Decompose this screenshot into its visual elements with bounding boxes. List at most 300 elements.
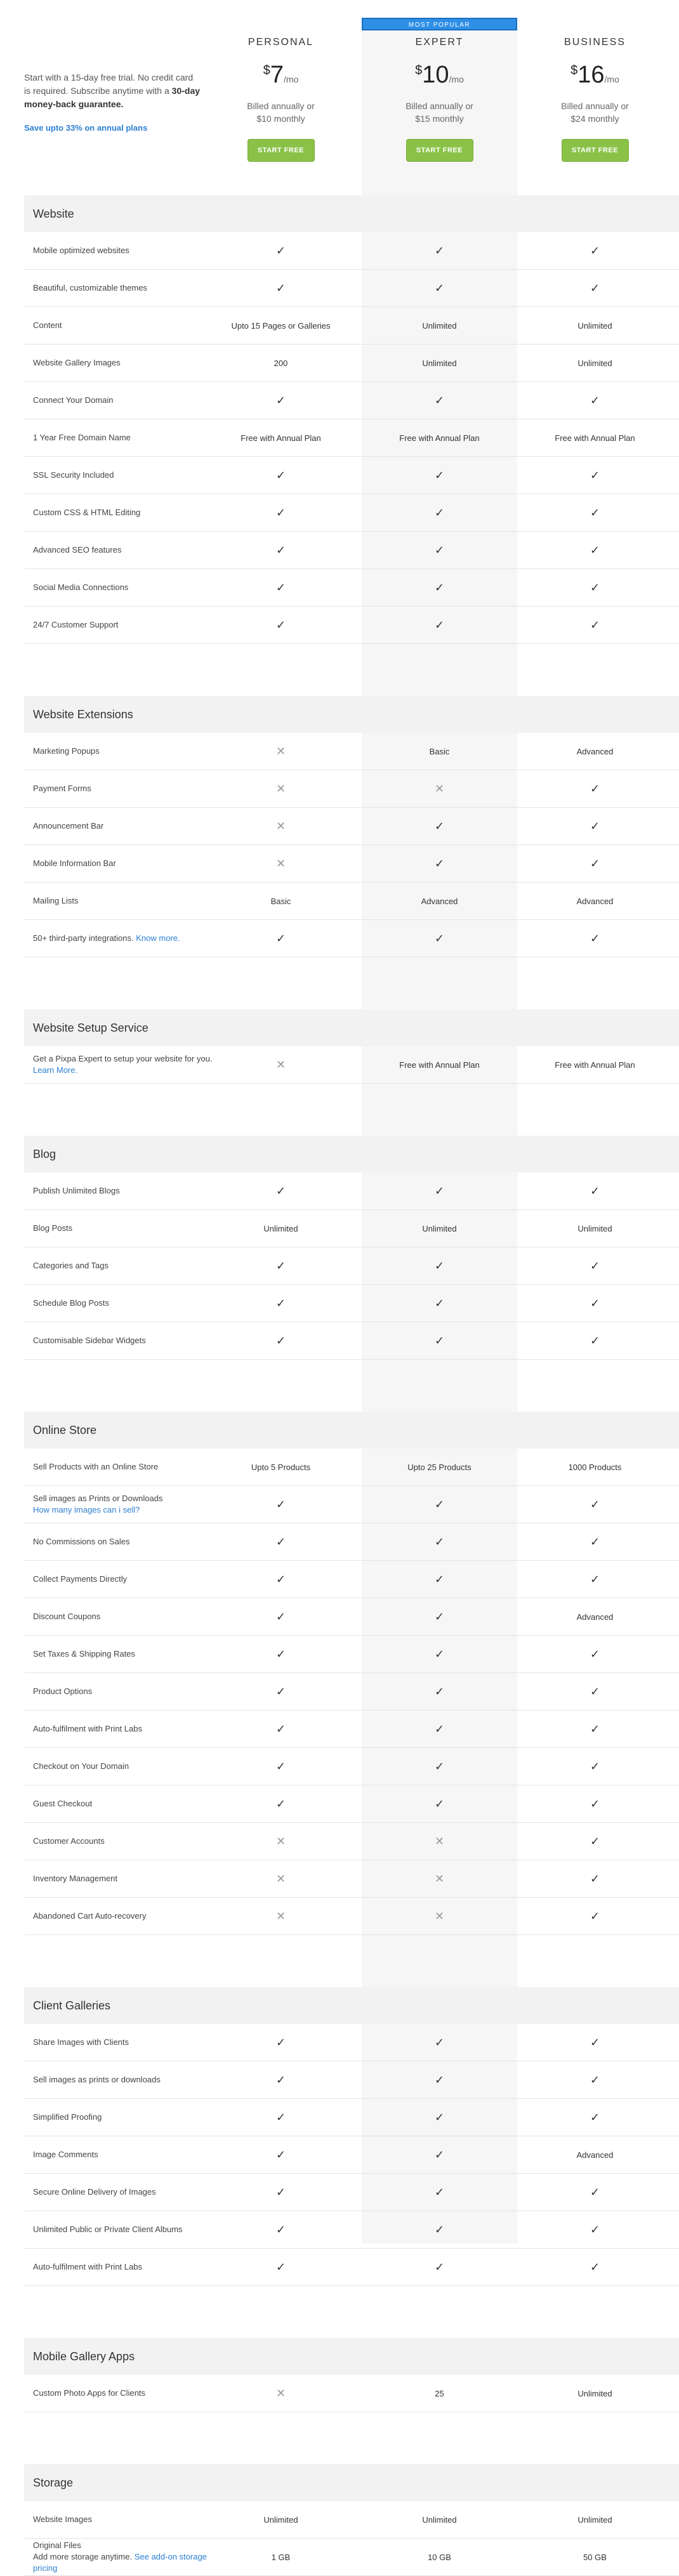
table-row	[24, 1711, 679, 1748]
check-icon: ✓	[275, 393, 286, 407]
feature-label	[33, 1486, 223, 1523]
check-icon: ✓	[275, 618, 286, 631]
plan-cell-expert	[362, 270, 517, 306]
check-icon: ✓	[590, 1759, 600, 1773]
section-spacer	[24, 1935, 679, 1987]
plan-cell-personal: Upto 5 Products	[251, 1462, 311, 1472]
plan-cell-expert	[362, 232, 517, 269]
check-icon: ✓	[434, 244, 445, 257]
money-back-guarantee: 30-day money-back guarantee.	[24, 86, 201, 109]
plan-cell-personal	[203, 808, 359, 844]
table-row	[24, 232, 679, 270]
plan-cell-personal	[203, 2375, 359, 2412]
plan-cell-personal	[203, 2174, 359, 2211]
plan-cell-expert	[362, 494, 517, 531]
feature-text: Schedule Blog Posts	[33, 1298, 109, 1308]
plan-cell-personal	[203, 1322, 359, 1359]
plan-cell-expert	[362, 1823, 517, 1860]
plan-cell-business	[517, 2211, 673, 2248]
check-icon: ✓	[434, 819, 445, 832]
plan-cell-personal	[203, 1898, 359, 1935]
plan-billing	[362, 100, 517, 125]
feature-text: Image Comments	[33, 2150, 98, 2159]
check-icon: ✓	[590, 244, 600, 257]
check-icon: ✓	[275, 1296, 286, 1310]
feature-label	[33, 457, 223, 494]
feature-label	[33, 1523, 223, 1560]
table-row	[24, 1486, 679, 1523]
plan-cell-business	[517, 2061, 673, 2098]
plan-cell-personal	[203, 2024, 359, 2061]
plan-cell-personal	[203, 1711, 359, 1747]
feature-text: Customer Accounts	[33, 1836, 105, 1846]
feature-label	[33, 2174, 223, 2211]
plan-cell-personal	[203, 1636, 359, 1672]
table-row	[24, 2249, 679, 2286]
check-icon: ✓	[590, 1184, 600, 1197]
feature-text: No Commissions on Sales	[33, 1537, 130, 1546]
table-row	[24, 419, 679, 457]
plan-cell-personal	[203, 1046, 359, 1083]
table-row	[24, 2174, 679, 2211]
feature-text: 1 Year Free Domain Name	[33, 433, 131, 442]
check-icon: ✓	[590, 1797, 600, 1810]
feature-text: Collect Payments Directly	[33, 1574, 128, 1584]
plan-cell-expert	[362, 920, 517, 957]
plan-cell-business	[517, 1711, 673, 1747]
plan-cell-business	[517, 1898, 673, 1935]
cross-icon: ✕	[275, 1834, 286, 1848]
plan-cell-expert	[362, 1860, 517, 1897]
most-popular-badge: MOST POPULAR	[362, 18, 517, 30]
plan-cell-business	[517, 1673, 673, 1710]
feature-text: Sell images as Prints or Downloads How many images can i sell?	[33, 1494, 163, 1515]
table-row	[24, 883, 679, 920]
check-icon: ✓	[275, 543, 286, 556]
cross-icon: ✕	[434, 1834, 445, 1848]
start-free-button-expert[interactable]: START FREE	[406, 139, 473, 162]
billing-annual: Billed annually or	[405, 101, 473, 111]
feature-text: Blog Posts	[33, 1223, 73, 1233]
plan-cell-personal	[203, 920, 359, 957]
plan-cell-business	[517, 494, 673, 531]
feature-label	[33, 2211, 223, 2248]
feature-label	[33, 607, 223, 643]
plan-cell-business: Free with Annual Plan	[555, 433, 635, 443]
feature-text: 24/7 Customer Support	[33, 620, 119, 629]
feature-text: Simplified Proofing	[33, 2112, 102, 2122]
check-icon: ✓	[434, 393, 445, 407]
section-header-website-setup-service: Website Setup Service	[24, 1009, 679, 1046]
price-currency: $	[570, 63, 578, 77]
plan-cell-personal	[203, 770, 359, 807]
table-row	[24, 2211, 679, 2249]
check-icon: ✓	[590, 1296, 600, 1310]
feature-text: Mobile Information Bar	[33, 858, 116, 868]
plan-cell-business	[517, 2174, 673, 2211]
check-icon: ✓	[434, 1759, 445, 1773]
table-row	[24, 532, 679, 569]
plan-cell-business	[517, 2249, 673, 2285]
plan-cell-expert	[362, 845, 517, 882]
plan-cell-personal	[203, 532, 359, 568]
price-amount: 7	[270, 62, 284, 88]
feature-text: Publish Unlimited Blogs	[33, 1186, 120, 1195]
plan-cell-personal	[203, 1785, 359, 1822]
section-spacer	[24, 1084, 679, 1136]
section-spacer	[24, 1360, 679, 1412]
feature-link[interactable]: See add-on storage pricing	[33, 2552, 207, 2573]
table-row	[24, 1860, 679, 1898]
table-row	[24, 1823, 679, 1860]
price-period: /mo	[283, 74, 299, 84]
plan-cell-expert	[362, 2249, 517, 2285]
check-icon: ✓	[275, 2073, 286, 2086]
feature-label	[33, 419, 223, 456]
feature-label	[33, 1561, 223, 1598]
section-header-mobile-gallery-apps: Mobile Gallery Apps	[24, 2338, 679, 2375]
start-free-button-business[interactable]: START FREE	[562, 139, 629, 162]
plan-cell-expert: Free with Annual Plan	[399, 1060, 480, 1070]
feature-label	[33, 345, 223, 381]
feature-label	[33, 2539, 223, 2575]
check-icon: ✓	[275, 581, 286, 594]
section-spacer	[24, 2286, 679, 2338]
plan-cell-business	[517, 1322, 673, 1359]
check-icon: ✓	[590, 581, 600, 594]
feature-label	[33, 1173, 223, 1209]
check-icon: ✓	[275, 1334, 286, 1347]
feature-label	[33, 1285, 223, 1322]
check-icon: ✓	[275, 281, 286, 294]
feature-label	[33, 569, 223, 606]
feature-text: Discount Coupons	[33, 1612, 101, 1621]
feature-label	[33, 883, 223, 919]
check-icon: ✓	[590, 1872, 600, 1885]
price-amount: 16	[577, 62, 605, 88]
plan-cell-personal: Free with Annual Plan	[241, 433, 321, 443]
check-icon: ✓	[590, 1722, 600, 1735]
plan-personal	[203, 37, 359, 162]
table-row	[24, 1173, 679, 1210]
cross-icon: ✕	[275, 1909, 286, 1922]
plan-cell-expert	[362, 2174, 517, 2211]
plan-cell-expert	[362, 1247, 517, 1284]
plan-cell-business: Advanced	[576, 2150, 614, 2160]
table-row	[24, 1898, 679, 1935]
table-row	[24, 1598, 679, 1636]
check-icon: ✓	[434, 1685, 445, 1698]
check-icon: ✓	[590, 2223, 600, 2236]
check-icon: ✓	[434, 1259, 445, 1272]
plan-cell-business	[517, 607, 673, 643]
check-icon: ✓	[590, 543, 600, 556]
plan-cell-business	[517, 2099, 673, 2136]
feature-text: Sell Products with an Online Store	[33, 1462, 159, 1471]
billing-monthly: $10 monthly	[256, 114, 305, 124]
check-icon: ✓	[275, 1572, 286, 1586]
table-row	[24, 2539, 679, 2576]
feature-label	[33, 733, 223, 770]
plan-cell-personal	[203, 2249, 359, 2285]
feature-label	[33, 920, 223, 957]
price-period: /mo	[604, 74, 619, 84]
check-icon: ✓	[590, 1647, 600, 1660]
plan-cell-business: 1000 Products	[568, 1462, 622, 1472]
feature-text: SSL Security Included	[33, 470, 114, 480]
feature-label	[33, 1449, 223, 1485]
feature-text: Website Images	[33, 2514, 92, 2524]
check-icon: ✓	[590, 2110, 600, 2124]
plan-cell-expert	[362, 2099, 517, 2136]
check-icon: ✓	[590, 2035, 600, 2049]
plan-cell-business	[517, 808, 673, 844]
pricing-header	[0, 0, 679, 190]
plan-business	[517, 37, 673, 162]
check-icon: ✓	[590, 1535, 600, 1548]
table-row	[24, 270, 679, 307]
check-icon: ✓	[434, 1572, 445, 1586]
plan-cell-expert	[362, 808, 517, 844]
cross-icon: ✕	[275, 857, 286, 870]
plan-cell-expert: Unlimited	[422, 2514, 457, 2525]
check-icon: ✓	[275, 1722, 286, 1735]
cross-icon: ✕	[434, 1909, 445, 1922]
feature-text: Advanced SEO features	[33, 545, 122, 555]
table-row	[24, 2024, 679, 2061]
check-icon: ✓	[434, 2185, 445, 2198]
plan-cell-personal	[203, 607, 359, 643]
intro-description: Start with a 15-day free trial. No credit card is required. Subscribe anytime with a	[24, 72, 194, 96]
plan-cell-business	[517, 1785, 673, 1822]
table-row	[24, 607, 679, 644]
check-icon: ✓	[590, 2185, 600, 2198]
cross-icon: ✕	[275, 782, 286, 795]
plan-cell-personal	[203, 1598, 359, 1635]
plan-cell-personal	[203, 232, 359, 269]
plan-cell-expert	[362, 770, 517, 807]
plan-cell-expert	[362, 1598, 517, 1635]
price-currency: $	[263, 63, 270, 77]
check-icon: ✓	[434, 1497, 445, 1511]
check-icon: ✓	[434, 468, 445, 482]
plan-cell-personal	[203, 1486, 359, 1523]
check-icon: ✓	[275, 1497, 286, 1511]
plan-cell-business: Advanced	[576, 896, 614, 906]
check-icon: ✓	[434, 1334, 445, 1347]
feature-text: Auto-fulfilment with Print Labs	[33, 2262, 142, 2271]
table-row	[24, 1673, 679, 1711]
table-row	[24, 494, 679, 532]
plan-cell-personal	[203, 1673, 359, 1710]
start-free-button-personal[interactable]: START FREE	[247, 139, 315, 162]
table-row	[24, 2061, 679, 2099]
check-icon: ✓	[590, 468, 600, 482]
table-row	[24, 1561, 679, 1598]
plan-cell-personal	[203, 1173, 359, 1209]
check-icon: ✓	[590, 2260, 600, 2273]
check-icon: ✓	[434, 506, 445, 519]
plan-expert	[362, 37, 517, 162]
plan-cell-business: Unlimited	[577, 320, 612, 331]
table-row	[24, 2136, 679, 2174]
plan-cell-expert: Advanced	[421, 896, 458, 906]
plan-cell-expert	[362, 607, 517, 643]
table-row	[24, 307, 679, 345]
check-icon: ✓	[590, 506, 600, 519]
plan-cell-business: Unlimited	[577, 1223, 612, 1233]
plan-cell-business	[517, 270, 673, 306]
table-row	[24, 770, 679, 808]
check-icon: ✓	[275, 1797, 286, 1810]
plan-name: BUSINESS	[564, 37, 626, 48]
feature-text: Announcement Bar	[33, 821, 104, 831]
feature-link[interactable]: Know more.	[136, 933, 180, 943]
plan-cell-personal	[203, 1823, 359, 1860]
feature-text: Connect Your Domain	[33, 395, 114, 405]
table-row	[24, 1785, 679, 1823]
plan-cell-expert: Upto 25 Products	[407, 1462, 471, 1472]
feature-text: Abandoned Cart Auto-recovery	[33, 1911, 147, 1921]
billing-annual: Billed annually or	[247, 101, 315, 111]
plan-cell-business	[517, 382, 673, 419]
plan-cell-expert	[362, 1898, 517, 1935]
check-icon: ✓	[590, 1834, 600, 1848]
plan-cell-personal	[203, 1748, 359, 1785]
check-icon: ✓	[590, 618, 600, 631]
plan-cell-business	[517, 1636, 673, 1672]
plan-cell-expert: Unlimited	[422, 358, 457, 368]
section-header-website: Website	[24, 195, 679, 232]
plan-cell-business: Advanced	[576, 1612, 614, 1622]
feature-label	[33, 382, 223, 419]
check-icon: ✓	[275, 1184, 286, 1197]
plan-price	[203, 62, 359, 92]
feature-text: Sell images as prints or downloads	[33, 2075, 161, 2084]
check-icon: ✓	[434, 1296, 445, 1310]
feature-label	[33, 2375, 223, 2412]
check-icon: ✓	[275, 244, 286, 257]
feature-label	[33, 845, 223, 882]
table-row	[24, 1247, 679, 1285]
feature-label	[33, 1636, 223, 1672]
plan-cell-business: Free with Annual Plan	[555, 1060, 635, 1070]
price-period: /mo	[449, 74, 464, 84]
feature-label	[33, 532, 223, 568]
check-icon: ✓	[434, 1535, 445, 1548]
plan-cell-expert: 10 GB	[428, 2552, 451, 2562]
plan-cell-business: Unlimited	[577, 2514, 612, 2525]
check-icon: ✓	[434, 1722, 445, 1735]
plan-cell-business	[517, 1173, 673, 1209]
check-icon: ✓	[275, 2035, 286, 2049]
billing-monthly: $24 monthly	[570, 114, 619, 124]
check-icon: ✓	[434, 1797, 445, 1810]
check-icon: ✓	[275, 1610, 286, 1623]
check-icon: ✓	[275, 2185, 286, 2198]
plan-cell-expert	[362, 1523, 517, 1560]
feature-text: Marketing Popups	[33, 746, 100, 756]
check-icon: ✓	[434, 2260, 445, 2273]
check-icon: ✓	[434, 857, 445, 870]
feature-text: Checkout on Your Domain	[33, 1761, 129, 1771]
plan-cell-expert	[362, 2061, 517, 2098]
plan-cell-expert	[362, 382, 517, 419]
feature-text: Beautiful, customizable themes	[33, 283, 147, 292]
cross-icon: ✕	[434, 782, 445, 795]
section-spacer	[24, 957, 679, 1009]
plan-price	[362, 62, 517, 92]
intro-text	[24, 71, 202, 135]
feature-label	[33, 1210, 223, 1247]
feature-label	[33, 1748, 223, 1785]
save-annual-link[interactable]: Save upto 33% on annual plans	[24, 123, 148, 133]
cross-icon: ✕	[275, 744, 286, 758]
feature-link[interactable]: How many images can i sell?	[33, 1505, 140, 1515]
check-icon: ✓	[434, 2148, 445, 2161]
plan-cell-personal	[203, 270, 359, 306]
plan-cell-personal	[203, 1860, 359, 1897]
table-row	[24, 1636, 679, 1673]
plan-cell-personal: 1 GB	[271, 2552, 291, 2562]
plan-cell-personal	[203, 2136, 359, 2173]
feature-label	[33, 1046, 223, 1083]
price-amount: 10	[422, 62, 449, 88]
section-header-online-store: Online Store	[24, 1412, 679, 1449]
plan-cell-personal: Upto 15 Pages or Galleries	[231, 320, 331, 331]
feature-label	[33, 1711, 223, 1747]
feature-text: Share Images with Clients	[33, 2037, 129, 2047]
plan-cell-expert	[362, 2136, 517, 2173]
check-icon: ✓	[590, 1572, 600, 1586]
plan-cell-expert	[362, 1636, 517, 1672]
plan-cell-business	[517, 569, 673, 606]
table-row	[24, 1523, 679, 1561]
plan-cell-personal	[203, 1523, 359, 1560]
plan-cell-expert: Unlimited	[422, 320, 457, 331]
table-row	[24, 2375, 679, 2412]
table-row	[24, 1748, 679, 1785]
cross-icon: ✕	[275, 1058, 286, 1071]
plan-billing	[203, 100, 359, 125]
table-row	[24, 1285, 679, 1322]
feature-text: Content	[33, 320, 62, 330]
feature-label	[33, 1785, 223, 1822]
billing-annual: Billed annually or	[561, 101, 629, 111]
plan-cell-business	[517, 1285, 673, 1322]
feature-link[interactable]: Learn More.	[33, 1065, 78, 1075]
feature-label	[33, 1898, 223, 1935]
table-row	[24, 1322, 679, 1360]
feature-text: Website Gallery Images	[33, 358, 121, 367]
billing-monthly: $15 monthly	[415, 114, 464, 124]
feature-label	[33, 2099, 223, 2136]
table-row	[24, 845, 679, 883]
plan-cell-business	[517, 1561, 673, 1598]
feature-text: Mailing Lists	[33, 896, 79, 905]
plan-cell-expert	[362, 1673, 517, 1710]
plan-cell-personal	[203, 457, 359, 494]
table-row	[24, 382, 679, 419]
feature-label	[33, 2136, 223, 2173]
plan-cell-expert	[362, 1173, 517, 1209]
feature-text: Custom Photo Apps for Clients	[33, 2388, 146, 2398]
check-icon: ✓	[590, 931, 600, 945]
feature-text: Social Media Connections	[33, 582, 129, 592]
plan-cell-personal	[203, 494, 359, 531]
check-icon: ✓	[590, 1259, 600, 1272]
table-row	[24, 808, 679, 845]
